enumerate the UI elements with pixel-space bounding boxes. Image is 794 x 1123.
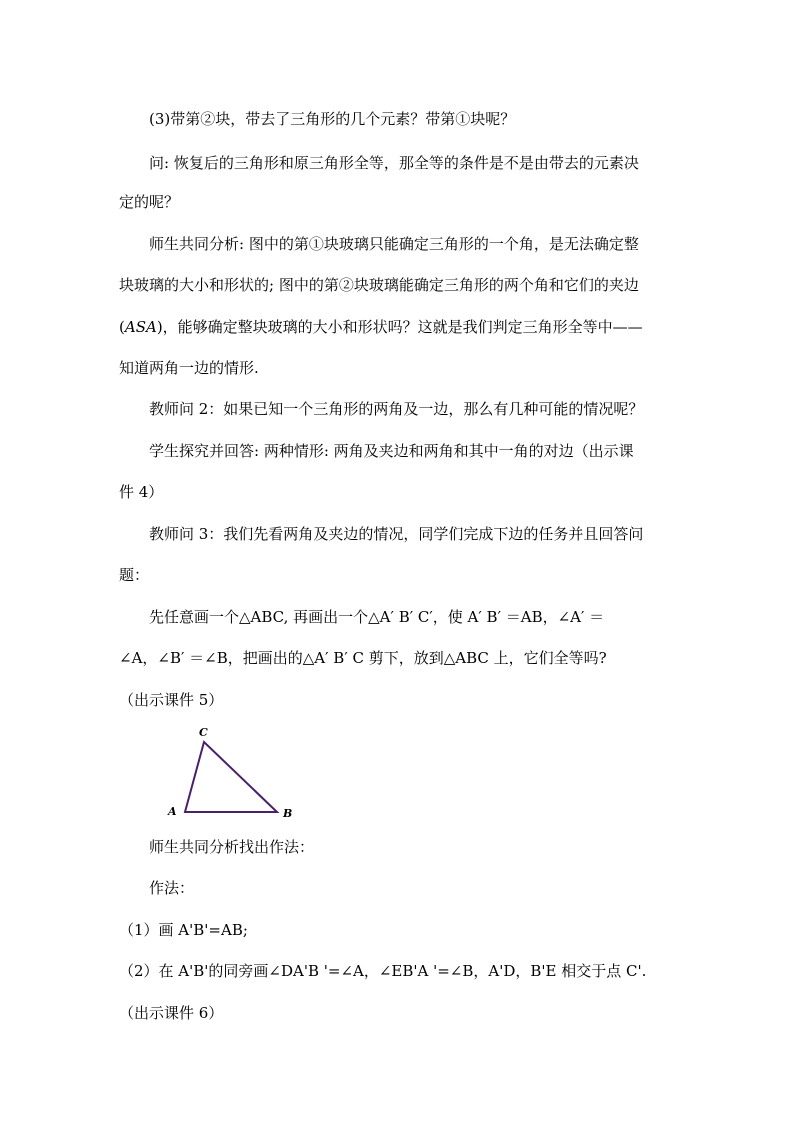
paragraph-ask-line-1: 问: 恢复后的三角形和原三角形全等，那全等的条件是不是由带去的元素决 bbox=[149, 154, 639, 172]
analysis-line-3-rest: )，能够确定整块玻璃的大小和形状吗？这就是我们判定三角形全等中—— bbox=[156, 318, 643, 336]
paragraph-step-1: （1）画 A'B'=AB; bbox=[119, 921, 248, 939]
paragraph-task-line-1: 先任意画一个△ABC, 再画出一个△A′ B′ C′，使 A′ B′ ＝AB，∠A′ ＝ bbox=[149, 608, 605, 626]
vertex-label-a: A bbox=[168, 805, 177, 818]
paragraph-analysis-line-4: 知道两角一边的情形. bbox=[119, 359, 259, 377]
vertex-label-b: B bbox=[283, 807, 293, 820]
paragraph-task-line-2: ∠A，∠B′ ＝∠B，把画出的△A′ B′ C 剪下，放到△ABC 上，它们全等吗? bbox=[119, 649, 607, 667]
paragraph-analysis-line-1: 师生共同分析: 图中的第①块玻璃只能确定三角形的一个角，是无法确定整 bbox=[149, 235, 639, 253]
paren-open: ( bbox=[119, 318, 125, 336]
paragraph-student-answer-line-2: 件 4） bbox=[119, 483, 164, 501]
paragraph-ask-line-2: 定的呢？ bbox=[119, 193, 180, 211]
paragraph-question-3: (3)带第②块，带去了三角形的几个元素？带第①块呢？ bbox=[149, 110, 516, 128]
paragraph-courseware-6: （出示课件 6） bbox=[119, 1004, 224, 1022]
paragraph-analysis-line-2: 块玻璃的大小和形状的; 图中的第②块玻璃能确定三角形的两个角和它们的夹边 bbox=[119, 276, 639, 294]
paragraph-step-2: （2）在 A'B'的同旁画∠DA'B '=∠A，∠EB'A '=∠B，A'D，B'E 相交于点 C'. bbox=[119, 962, 647, 980]
triangle-abc-figure bbox=[162, 724, 302, 824]
vertex-label-c: C bbox=[199, 726, 208, 739]
paragraph-teacher-q3-line-2: 题： bbox=[119, 566, 150, 584]
paragraph-analysis-line-3 bbox=[119, 318, 643, 336]
paragraph-teacher-q2: 教师问 2：如果已知一个三角形的两角及一边，那么有几种可能的情况呢？ bbox=[149, 400, 644, 418]
paragraph-student-answer-line-1: 学生探究并回答: 两种情形: 两角及夹边和两角和其中一角的对边（出示课 bbox=[149, 442, 634, 460]
paragraph-task-line-3: （出示课件 5） bbox=[119, 691, 224, 709]
paragraph-teacher-q3-line-1: 教师问 3：我们先看两角及夹边的情况，同学们完成下边的任务并且回答问 bbox=[149, 525, 644, 543]
asa-term: ASA bbox=[124, 318, 157, 336]
paragraph-method-heading: 作法： bbox=[149, 879, 195, 897]
triangle-abc bbox=[185, 742, 277, 812]
paragraph-joint-analysis: 师生共同分析找出作法： bbox=[149, 838, 315, 856]
